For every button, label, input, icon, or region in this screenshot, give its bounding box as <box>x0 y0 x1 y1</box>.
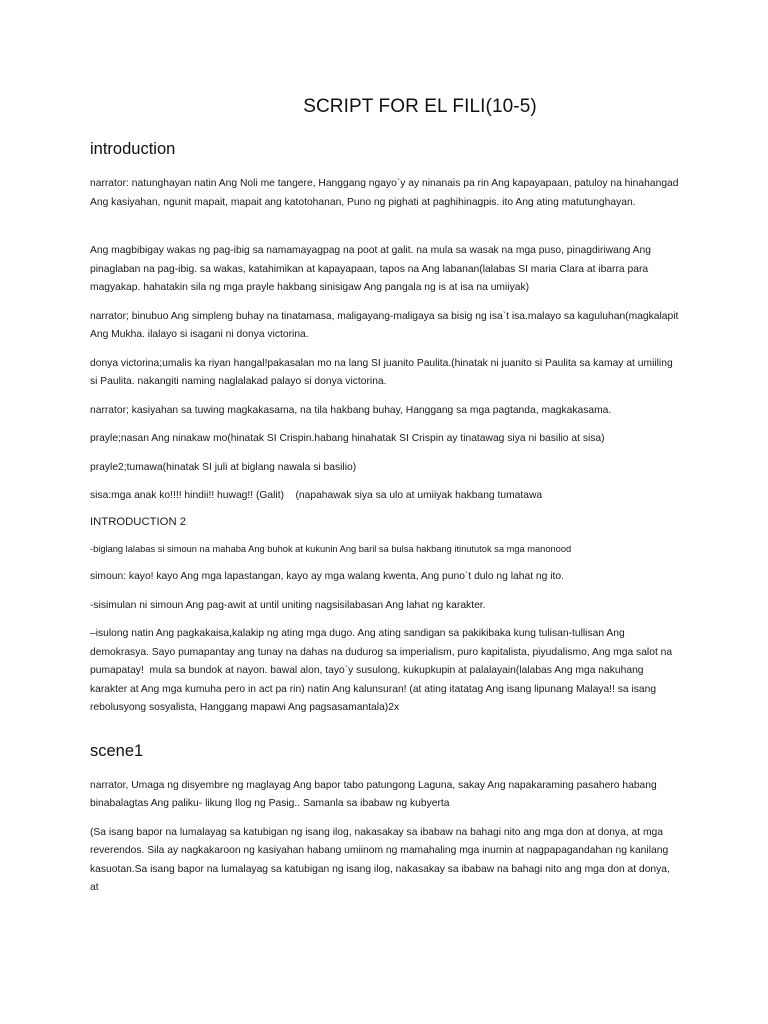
paragraph: sisa:mga anak ko!!!! hindii!! huwag!! (Galit) (napahawak siya sa ulo at umiiyak hakbang tumatawa <box>90 490 543 501</box>
paragraph: –isulong natin Ang pagkakaisa,kalakip ng ating mga dugo. Ang ating sandigan sa pakikibaka kung tulisan-tullisan Ang demokrasya. Sayo pumapantay ang tunay na dahas na dudurog sa imperialism, puro kapitalista, piyudalismo, Ang mga salot na pumapatay! mula sa bundok at nayon. bawal alon, tayo`y susulong, kukupkupin at palalayain(lalabas Ang mga nakuhang karakter at Ang mga kumuha pero in act pa rin) natin Ang kalunsuran! (at ating itatatag Ang isang lipunang Malaya!! sa isang rebolusyong sosyalista, Hanggang mapawi Ang pagsasamantala)2x <box>90 628 675 713</box>
paragraph: narrator, Umaga ng disyembre ng maglayag Ang bapor tabo patungong Laguna, sakay Ang napakaraming pasahero habang binabalagtas Ang paliku- likung Ilog ng Pasig.. Samanla sa ibabaw ng kubyerta <box>90 779 660 809</box>
paragraph: -biglang lalabas si simoun na mahaba Ang buhok at kukunin Ang baril sa bulsa hakbang itinututok sa mga manonood <box>90 543 572 554</box>
section-heading-scene1: scene1 <box>90 741 144 760</box>
paragraph: -sisimulan ni simoun Ang pag-awit at until uniting nagsisilabasan Ang lahat ng karakter. <box>90 599 486 611</box>
paragraph: narrator: natunghayan natin Ang Noli me tangere, Hanggang ngayo`y ay ninanais pa rin Ang kapayapaan, patuloy na hinahangad Ang kasiyahan, ngunit mapait, mapait ang katotohanan, Puno ng pighati at paghihinagpis. ito Ang ating matutunghayan. <box>90 178 681 208</box>
paragraph: (Sa isang bapor na lumalayag sa katubigan ng isang ilog, nakasakay sa ibabaw na bahagi nito ang mga don at donya, at mga reverendos. Sila ay nagkakaroon ng kasiyahan habang umiinom ng mamahaling mga inumin at nagpapagandahan ng kanilang kasuotan.Sa isang bapor na lumalayag sa katubigan ng isang ilog, nakasakay sa ibabaw na bahagi nito ang mga don at donya, at <box>90 826 673 893</box>
paragraph: simoun: kayo! kayo Ang mga lapastangan, kayo ay mga walang kwenta, Ang puno`t dulo ng lahat ng ito. <box>90 571 564 582</box>
section-heading-introduction: introduction <box>90 140 176 158</box>
paragraph: donya victorina;umalis ka riyan hangal!pakasalan mo na lang SI juanito Paulita.(hinatak ni juanito si Paulita sa kamay at umiiling si Paulita. nakangiti naming naglalakad palayo si donya victorina. <box>90 357 676 387</box>
document-title: SCRIPT FOR EL FILI(10-5) <box>303 96 537 117</box>
paragraph: prayle;nasan Ang ninakaw mo(hinatak SI Crispin.habang hinahatak SI Crispin ay tinatawag siya ni basilio at sisa) <box>90 433 605 444</box>
paragraph: Ang magbibigay wakas ng pag-ibig sa namamayagpag na poot at galit. na mula sa wasak na mga puso, pinagdiriwang Ang pinaglaban na pag-ibig. sa wakas, katahimikan at kapayapaan, tapos na Ang labanan(lalabas SI maria Clara at ibarra para magyakap. hahatakin sila ng mga prayle hakbang sinisigaw Ang pangala ng is at isa na umiiyak) <box>90 245 654 293</box>
paragraph: prayle2;tumawa(hinatak SI juli at biglang nawala si basilio) <box>90 461 357 473</box>
document-body <box>90 96 680 908</box>
paragraph: narrator; binubuo Ang simpleng buhay na tinatamasa, maligayang-maligaya sa bisig ng isa`t isa.malayo sa kaguluhan(magkalapit Ang Mukha. ilalayo si isagani ni donya victorina. <box>90 310 681 340</box>
section-heading-introduction-2: INTRODUCTION 2 <box>90 515 187 528</box>
paragraph: narrator; kasiyahan sa tuwing magkakasama, na tila hakbang buhay, Hanggang sa mga pagtanda, magkakasama. <box>90 404 612 416</box>
